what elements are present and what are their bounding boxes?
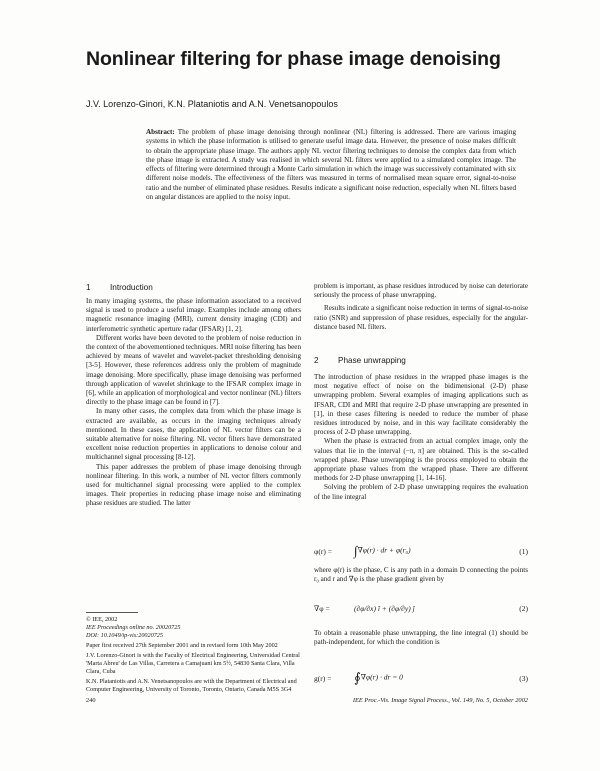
integral-symbol: ∮ <box>354 670 361 685</box>
section-1-title: Introduction <box>110 283 153 292</box>
authors: J.V. Lorenzo-Ginori, K.N. Plataniotis and A.N. Venetsanopoulos <box>86 99 338 109</box>
footnote-rule <box>86 612 138 613</box>
equation-2 <box>314 604 528 613</box>
paragraph: Solving the problem of 2-D phase unwrapping requires the evaluation of the line integral <box>314 483 528 501</box>
equation-1-number: (1) <box>519 546 528 556</box>
note: IEE Proceedings online no. 20020725 <box>86 624 181 631</box>
section-1-heading <box>86 283 153 292</box>
section-2-title: Phase unwrapping <box>338 356 406 365</box>
note: Paper first received 27th September 2001 and in revised form 10th May 2002 <box>86 642 278 649</box>
equation-1 <box>314 543 528 559</box>
equation-3-lhs: g(r) = <box>314 673 332 683</box>
equation-1-lhs: φ(r) = <box>314 546 332 556</box>
equation-3-body: ∇φ(r) · dr = 0 <box>360 672 403 682</box>
equation-1-body: ∇φ(r) · dr + φ(r₀) <box>357 545 411 555</box>
equation-2-body: (∂φ/∂x) î + (∂φ/∂y) ĵ <box>354 604 415 613</box>
journal-reference: IEE Proc.-Vis. Image Signal Process., Vol. 149, No. 5, October 2002 <box>352 697 528 704</box>
footnotes <box>86 616 301 694</box>
abstract-body: The problem of phase image denoising through nonlinear (NL) filtering is addressed. There are various imaging systems in which the phase information is utilised to generate useful image data. However, the presence of noise makes difficult to obtain the appropriate phase image. The authors apply NL vector filtering techniques to denoise the complex data from which the phase image is extracted. A study was realised in which several NL filters were applied to a simulated complex image. The effects of filtering were determined through a Monte Carlo simulation in which the image was successively contaminated with six different noise models. The effectiveness of the filters was measured in terms of normalised mean square error, signal-to-noise ratio and the number of eliminated phase residues. Results indicate a significant noise reduction, especially when NL filters based on angular distances are applied to the noisy input. <box>146 128 516 202</box>
equation-2-number: (2) <box>519 604 528 613</box>
section-1-number: 1 <box>86 283 91 292</box>
paper-title: Nonlinear filtering for phase image denoising <box>86 48 501 70</box>
note: K.N. Plataniotis and A.N. Venetsanopoulos are with the Department of Electrical and Computer Engineering, University of Toronto, Toronto, Ontario, Canada M5S 3G4 <box>86 678 297 693</box>
page-number: 240 <box>86 697 96 704</box>
paragraph: problem is important, as phase residues introduced by noise can deteriorate seriously the process of phase unwrapping. <box>314 282 528 300</box>
paragraph: where φ(r) is the phase, C is any path in a domain D connecting the points r₀ and r and ∇φ is the phase gradient given by <box>314 566 528 584</box>
right-column-intro <box>314 282 528 332</box>
left-column-body <box>86 297 301 509</box>
paragraph: To obtain a reasonable phase unwrapping, the line integral (1) should be path-independent, for which the condition is <box>314 629 528 647</box>
after-equation-1 <box>314 566 528 584</box>
paragraph: Different works have been devoted to the problem of noise reduction in the context of the abovementioned techniques. MRI noise filtering has been achieved by means of wavelet and wavelet-packet thresholding denoising [3-5]. However, these references address only the problem of magnitude image denoising. More specifically, phase image denoising was performed through application of wavelet shrinkage to the IFSAR complex image in [6], while an application of morphological and vector nonlinear (NL) filters directly to the phase image can be found in [7]. <box>86 333 301 407</box>
note: © IEE, 2002 <box>86 616 118 623</box>
equation-2-lhs: ∇φ = <box>314 604 330 613</box>
paragraph: The introduction of phase residues in the wrapped phase images is the most negative effect of noise on the bidimensional (2-D) phase unwrapping problem. Several examples of imaging applications such as IFSAR, CDI and MRI that require 2-D phase unwrapping are presented in [1], in these cases filtering is needed to reduce the number of phase residues introduced by noise, and in this way facilitate considerably the process of 2-D phase unwrapping. <box>314 373 528 437</box>
integral-symbol: ∫ <box>354 543 358 558</box>
paragraph: Results indicate a significant noise reduction in terms of signal-to-noise ratio (SNR) and suppression of phase residues, especially for the angular-distance based NL filters. <box>314 304 528 331</box>
paragraph: In many other cases, the complex data from which the phase image is extracted are available, as occurs in the imaging techniques already mentioned. In these cases, the application of NL vector filters can be a suitable alternative for noise filtering. NL vector filters have demonstrated excellent noise reduction properties in applications to denoise colour and multichannel signal processing [8-12]. <box>86 407 301 462</box>
paragraph: In many imaging systems, the phase information associated to a received signal is used to produce a useful image. Examples include among others magnetic resonance imaging (MRI), current density imaging (CDI) and interferometric synthetic aperture radar (IFSAR) [1, 2]. <box>86 297 301 333</box>
section-2-heading <box>314 356 406 365</box>
section-2-number: 2 <box>314 356 319 365</box>
abstract-label: Abstract: <box>146 128 175 136</box>
right-column-body <box>314 373 528 502</box>
note: J.V. Lorenzo-Ginori is with the Faculty of Electrical Engineering, Universidad Central 'Marta Abreu' de Las Villas, Carretera a Camajuani km 5½, 54830 Santa Clara, Villa Clara, Cuba <box>86 652 300 675</box>
paragraph: When the phase is extracted from an actual complex image, only the values that lie in the interval (−π, π] are obtained. This is the so-called wrapped phase. Phase unwrapping is the process employed to obtain the appropriate phase values from the wrapped phase. There are different methods for 2-D phase unwrapping [1, 14-16]. <box>314 437 528 483</box>
paragraph: This paper addresses the problem of phase image denoising through nonlinear filtering. In this work, a number of NL vector filters commonly used for multichannel signal processing were applied to the complex images. Their properties in reducing phase image noise and eliminating phase residues are studied. The latter <box>86 462 301 508</box>
equation-3-number: (3) <box>519 673 528 683</box>
note: DOI: 10.1049/ip-vis:20020725 <box>86 632 163 639</box>
after-equation-2 <box>314 629 528 647</box>
abstract <box>146 128 516 202</box>
equation-3 <box>314 670 528 686</box>
